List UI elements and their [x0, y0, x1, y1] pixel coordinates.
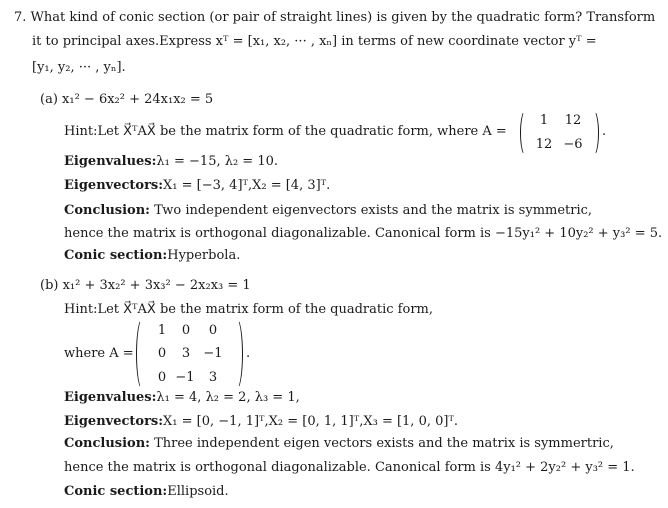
conclusion-label: Conclusion: — [64, 436, 150, 451]
matrix-cell: 3 — [208, 370, 218, 385]
part-a-eigenvectors — [64, 178, 330, 194]
matrix-period: . — [246, 346, 251, 361]
matrix-cell: 0 — [157, 370, 167, 385]
part-a-conclusion — [64, 203, 592, 219]
part-a-conclusion-2: hence the matrix is orthogonal diagonalizable. Canonical form is −15y₁² + 10y₂² + y₃² = 5. — [64, 226, 663, 241]
part-a-equation: (a) x₁² − 6x₂² + 24x₁x₂ = 5 — [40, 92, 214, 107]
problem-line-1: 7. What kind of conic section (or pair of straight lines) is given by the quadratic form? Transform — [14, 10, 656, 25]
conic-value: Ellipsoid. — [167, 484, 229, 499]
part-b-conclusion-2: hence the matrix is orthogonal diagonalizable. Canonical form is 4y₁² + 2y₂² + y₃² = 1. — [64, 460, 635, 475]
part-b-where: where A = — [64, 346, 134, 361]
eigenvalues-label: Eigenvalues: — [64, 390, 157, 405]
conic-label: Conic section: — [64, 484, 168, 499]
right-paren — [230, 318, 243, 390]
eigenvalues-label: Eigenvalues: — [64, 154, 157, 169]
eigenvectors-value: X₁ = [−3, 4]ᵀ,X₂ = [4, 3]ᵀ. — [163, 178, 331, 193]
part-a-conic — [64, 248, 240, 264]
conic-value: Hyperbola. — [167, 248, 241, 263]
matrix-cell: 3 — [181, 346, 191, 361]
matrix-cell: 0 — [208, 323, 218, 338]
eigenvalues-value: λ₁ = −15, λ₂ = 10. — [156, 154, 279, 169]
eigenvectors-value: X₁ = [0, −1, 1]ᵀ,X₂ = [0, 1, 1]ᵀ,X₃ = [1, 0, 0]ᵀ. — [163, 414, 459, 429]
matrix-cell: −6 — [563, 137, 583, 152]
part-b-eigenvectors — [64, 414, 458, 430]
part-b-eigenvalues — [64, 390, 300, 406]
eigenvalues-value: λ₁ = 4, λ₂ = 2, λ₃ = 1, — [156, 390, 300, 405]
problem-line-3: [y₁, y₂, ··· , yₙ]. — [32, 60, 126, 75]
part-a-eigenvalues — [64, 154, 278, 170]
matrix-cell: 12 — [535, 137, 553, 152]
part-b-hint: Hint:Let X⃗ᵀAX⃗ be the matrix form of the quadratic form, — [64, 302, 433, 317]
conclusion-label: Conclusion: — [64, 203, 150, 218]
matrix-cell: 0 — [181, 323, 191, 338]
matrix-cell: 1 — [539, 113, 549, 128]
matrix-cell: 0 — [157, 346, 167, 361]
right-paren — [588, 110, 599, 156]
part-b-equation: (b) x₁² + 3x₂² + 3x₃² − 2x₂x₃ = 1 — [40, 278, 251, 293]
matrix-period: . — [602, 124, 607, 139]
conclusion-text: Two independent eigenvectors exists and the matrix is symmetric, — [149, 203, 593, 218]
part-a-hint: Hint:Let X⃗ᵀAX⃗ be the matrix form of the quadratic form, where A = — [64, 124, 507, 139]
matrix-cell: −1 — [175, 370, 195, 385]
conclusion-text: Three independent eigen vectors exists and the matrix is symmertric, — [149, 436, 614, 451]
problem-line-2: it to principal axes.Express xᵀ = [x₁, x₂, ··· , xₙ] in terms of new coordinate vector yᵀ = — [32, 34, 597, 49]
eigenvectors-label: Eigenvectors: — [64, 178, 164, 193]
matrix-cell: −1 — [203, 346, 223, 361]
eigenvectors-label: Eigenvectors: — [64, 414, 164, 429]
conic-label: Conic section: — [64, 248, 168, 263]
left-paren — [136, 318, 149, 390]
matrix-cell: 1 — [157, 323, 167, 338]
matrix-cell: 12 — [564, 113, 582, 128]
part-b-conclusion — [64, 436, 614, 452]
part-b-conic — [64, 484, 229, 500]
